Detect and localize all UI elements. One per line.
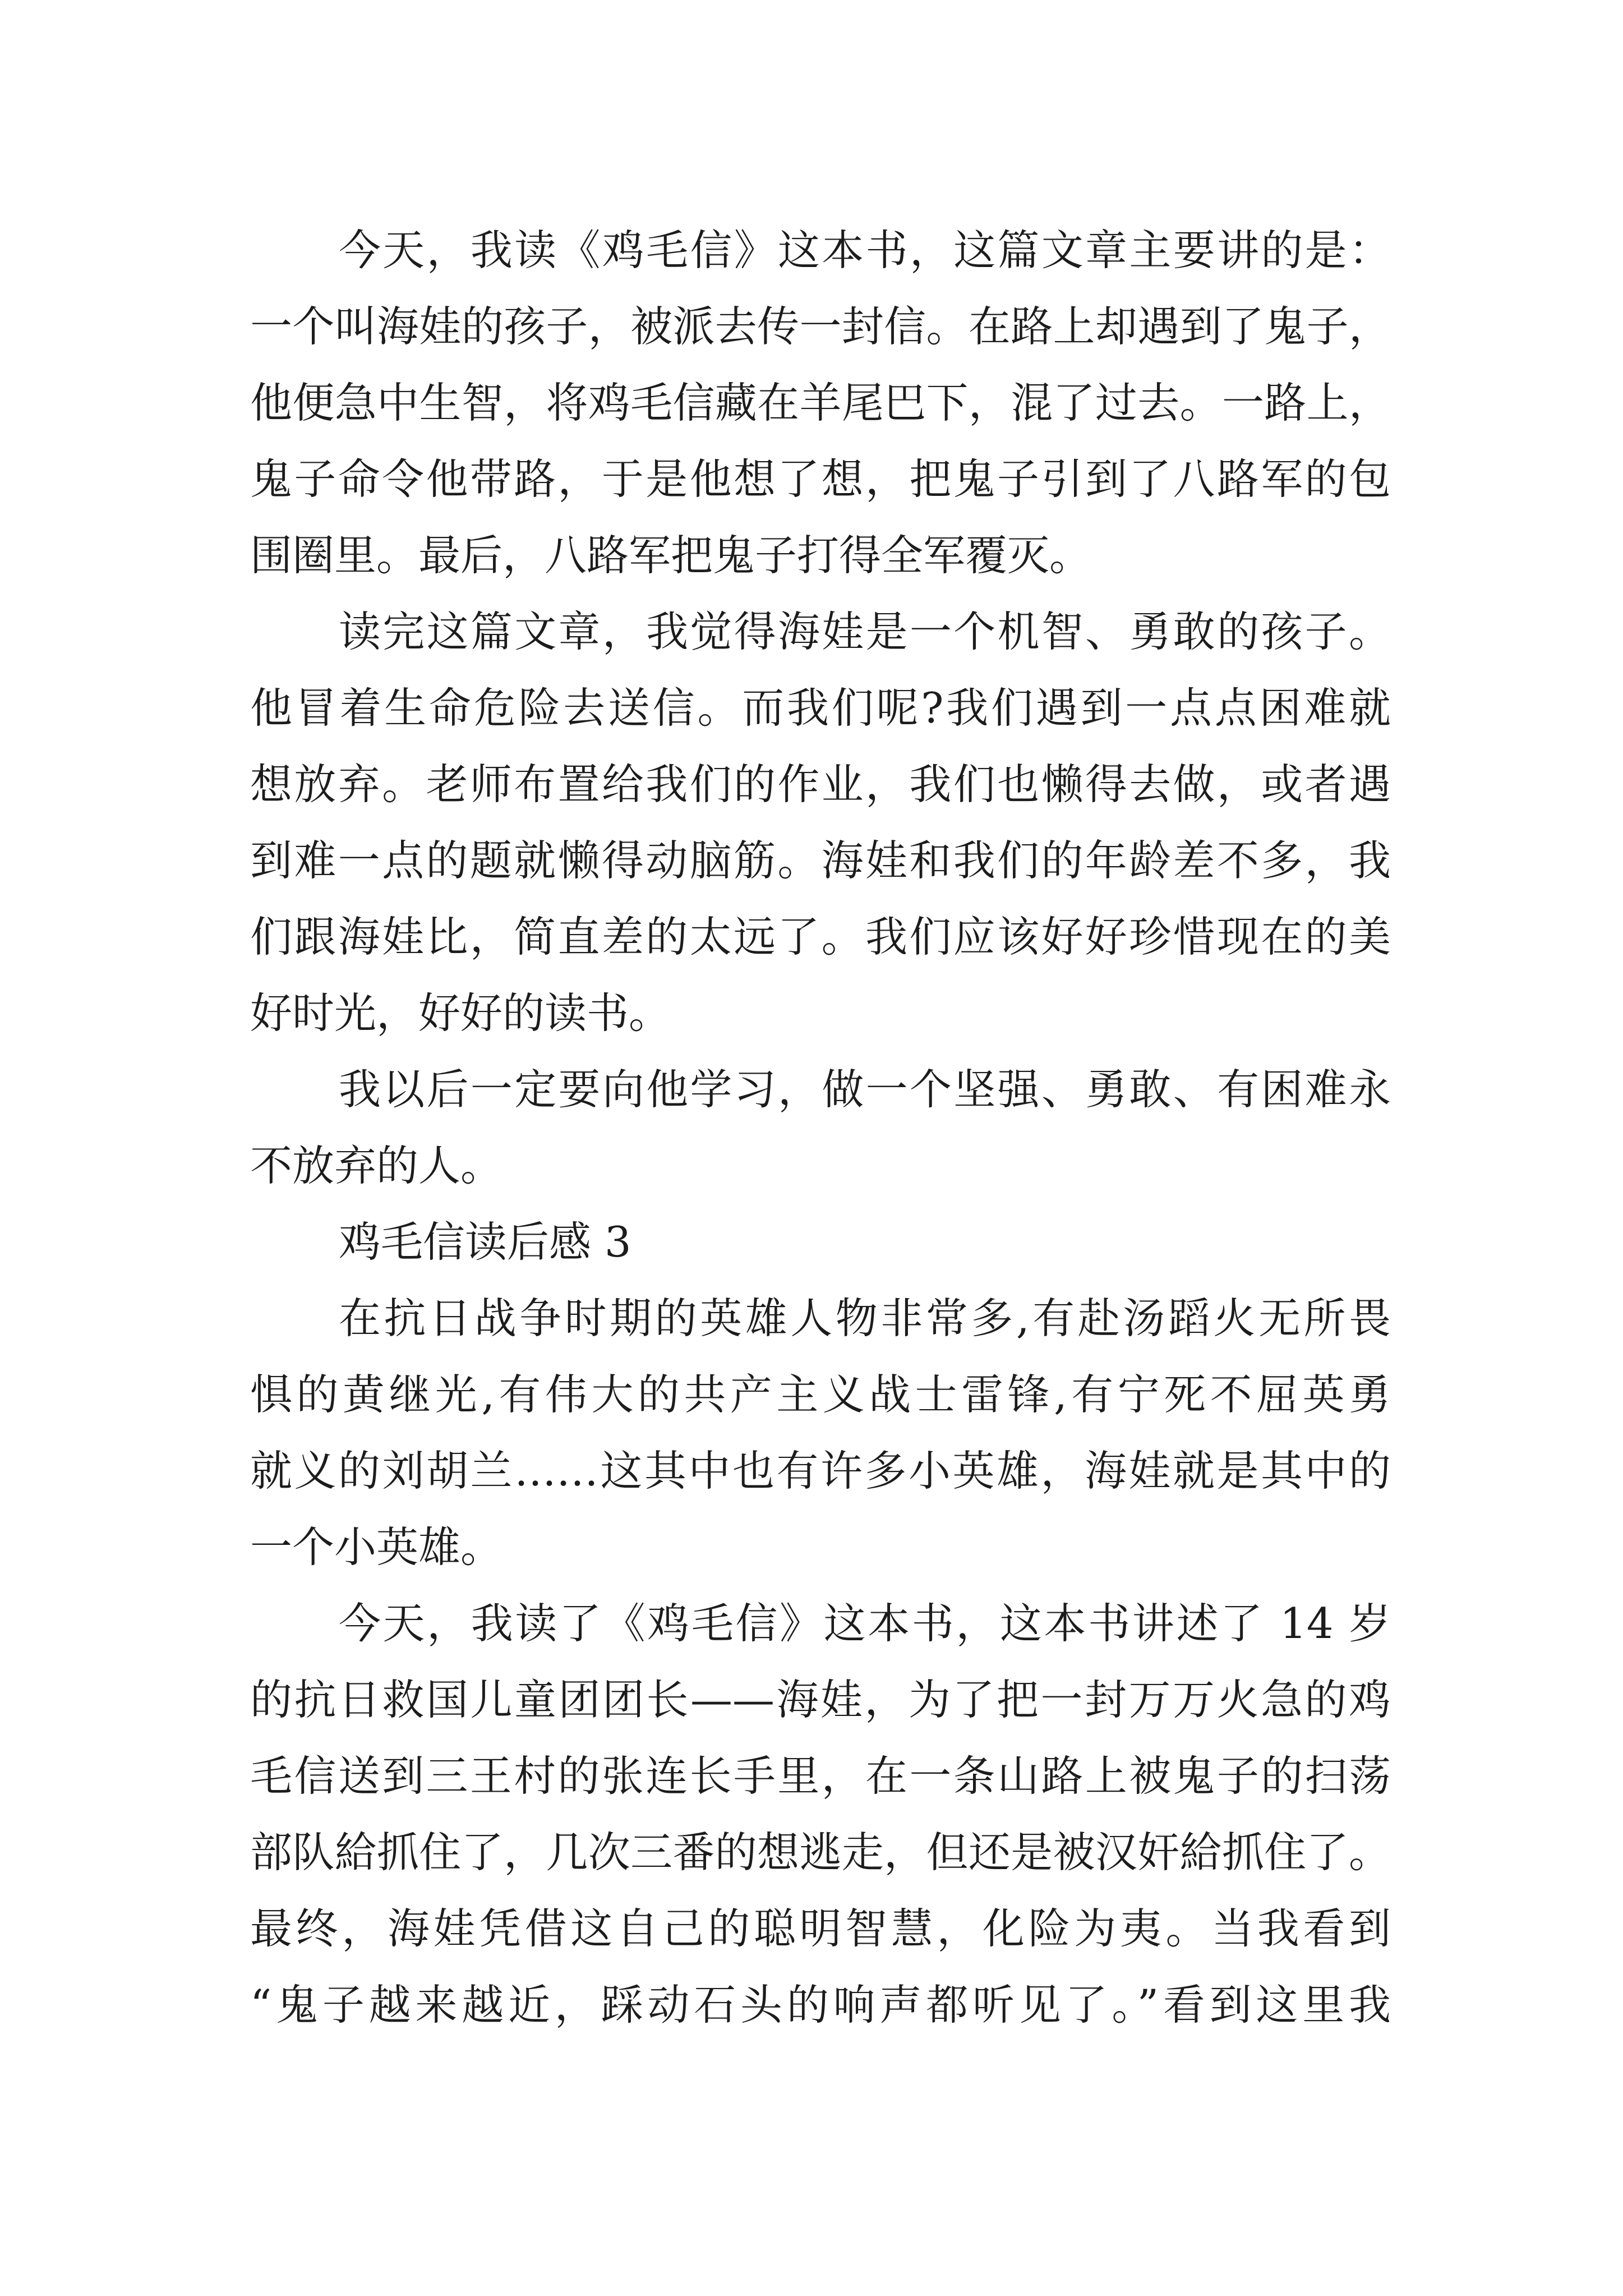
paragraph-4-line-3: 就义的刘胡兰……这其中也有许多小英雄，海娃就是其中的 (250, 1446, 1391, 1496)
paragraph-5 (250, 1585, 1391, 2043)
paragraph-5-line-4: 部队給抓住了，几次三番的想逃走，但还是被汉奸給抓住了。 (250, 1828, 1391, 1877)
paragraph-2-line-2: 他冒着生命危险去送信。而我们呢?我们遇到一点点困难就 (250, 683, 1391, 733)
paragraph-1 (250, 212, 1391, 593)
paragraph-3 (250, 1051, 1391, 1204)
paragraph-1-line-1: 今天，我读《鸡毛信》这本书，这篇文章主要讲的是： (339, 226, 1391, 275)
paragraph-2-line-1: 读完这篇文章，我觉得海娃是一个机智、勇敢的孩子。 (339, 607, 1391, 656)
paragraph-4 (250, 1280, 1391, 1585)
paragraph-2-line-4: 到难一点的题就懒得动脑筋。海娃和我们的年龄差不多，我 (250, 836, 1391, 885)
paragraph-3-line-1: 我以后一定要向他学习，做一个坚强、勇敢、有困难永 (339, 1065, 1391, 1114)
document-body (250, 212, 1391, 2043)
paragraph-5-line-2: 的抗日救国儿童团团长——海娃，为了把一封万万火急的鸡 (250, 1675, 1391, 1724)
section-heading-text: 鸡毛信读后感 3 (339, 1217, 631, 1267)
paragraph-5-line-6: “鬼子越来越近，踩动石头的响声都听见了。”看到这里我 (250, 1980, 1391, 2030)
paragraph-2-line-6: 好时光，好好的读书。 (250, 988, 671, 1038)
paragraph-2 (250, 593, 1391, 1051)
paragraph-1-line-5: 围圈里。最后，八路军把鬼子打得全军覆灭。 (250, 531, 1092, 580)
paragraph-1-line-4: 鬼子命令他带路，于是他想了想，把鬼子引到了八路军的包 (250, 454, 1391, 504)
paragraph-5-line-5: 最终，海娃凭借这自己的聪明智慧，化险为夷。当我看到 (250, 1904, 1391, 1953)
paragraph-3-line-2: 不放弃的人。 (250, 1141, 503, 1190)
paragraph-5-line-3: 毛信送到三王村的张连长手里，在一条山路上被鬼子的扫荡 (250, 1751, 1391, 1801)
section-heading (250, 1204, 1391, 1280)
paragraph-4-line-1: 在抗日战争时期的英雄人物非常多,有赴汤蹈火无所畏 (339, 1294, 1391, 1343)
paragraph-1-line-3: 他便急中生智，将鸡毛信藏在羊尾巴下，混了过去。一路上， (250, 378, 1391, 427)
paragraph-2-line-5: 们跟海娃比，简直差的太远了。我们应该好好珍惜现在的美 (250, 912, 1391, 961)
paragraph-5-line-1: 今天，我读了《鸡毛信》这本书，这本书讲述了 14 岁 (339, 1599, 1391, 1648)
paragraph-4-line-2: 惧的黄继光,有伟大的共产主义战士雷锋,有宁死不屈英勇 (250, 1370, 1391, 1419)
paragraph-1-line-2: 一个叫海娃的孩子，被派去传一封信。在路上却遇到了鬼子， (250, 302, 1391, 351)
paragraph-2-line-3: 想放弃。老师布置给我们的作业，我们也懒得去做，或者遇 (250, 760, 1391, 809)
paragraph-4-line-4: 一个小英雄。 (250, 1522, 503, 1572)
